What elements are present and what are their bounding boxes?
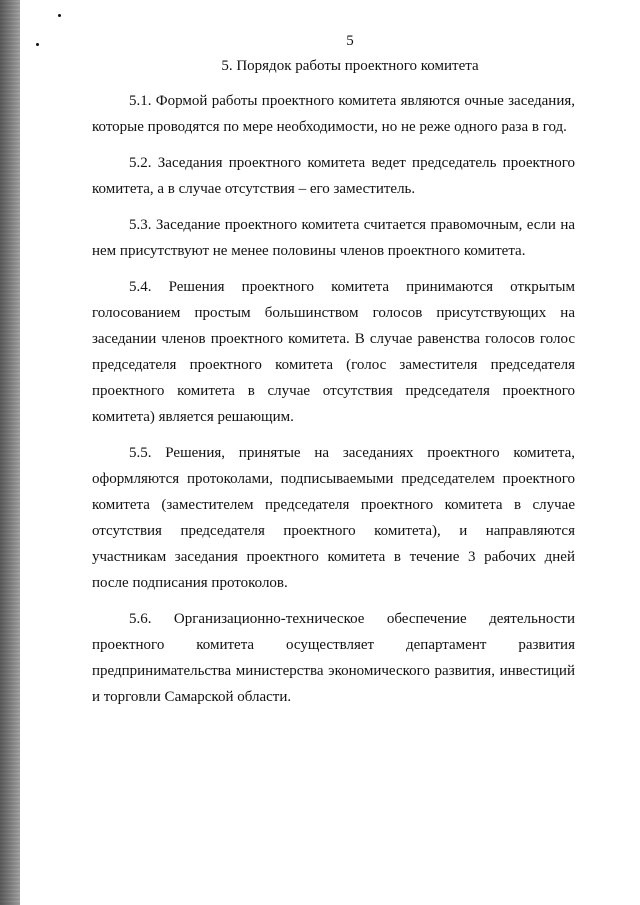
paragraph-5-2: 5.2. Заседания проектного комитета ведет председатель проектного комитета, а в случае отсутствия – его заместитель.	[92, 155, 575, 197]
paragraph-5-3: 5.3. Заседание проектного комитета считается правомочным, если на нем присутствуют не менее половины членов проектного комитета.	[92, 217, 575, 259]
scan-edge-shadow	[0, 0, 20, 905]
scan-speck	[58, 14, 61, 17]
paragraph-5-4: 5.4. Решения проектного комитета принимаются открытым голосованием простым большинством голосов присутствующих на заседании членов проектного комитета. В случае равенства голосов голос председателя проектного комитета (голос заместителя председателя проектного комитета в случае отсутствия председателя проектного комитета) является решающим.	[92, 279, 575, 425]
paragraph-5-5: 5.5. Решения, принятые на заседаниях проектного комитета, оформляются протоколами, подписываемыми председателем проектного комитета (заместителем председателя проектного комитета в случае отсутствия председателя проектного комитета), и направляются участникам заседания проектного комитета в течение 3 рабочих дней после подписания протоколов.	[92, 445, 575, 591]
paragraph-5-1: 5.1. Формой работы проектного комитета являются очные заседания, которые проводятся по мере необходимости, но не реже одного раза в год.	[92, 93, 575, 135]
section-title: 5. Порядок работы проектного комитета	[221, 58, 479, 74]
document-body	[92, 88, 575, 720]
paragraph-5-6: 5.6. Организационно-техническое обеспечение деятельности проектного комитета осуществляет департамент развития предпринимательства министерства экономического развития, инвестиций и торговли Самарской области.	[92, 611, 575, 705]
page-number: 5	[346, 33, 354, 49]
